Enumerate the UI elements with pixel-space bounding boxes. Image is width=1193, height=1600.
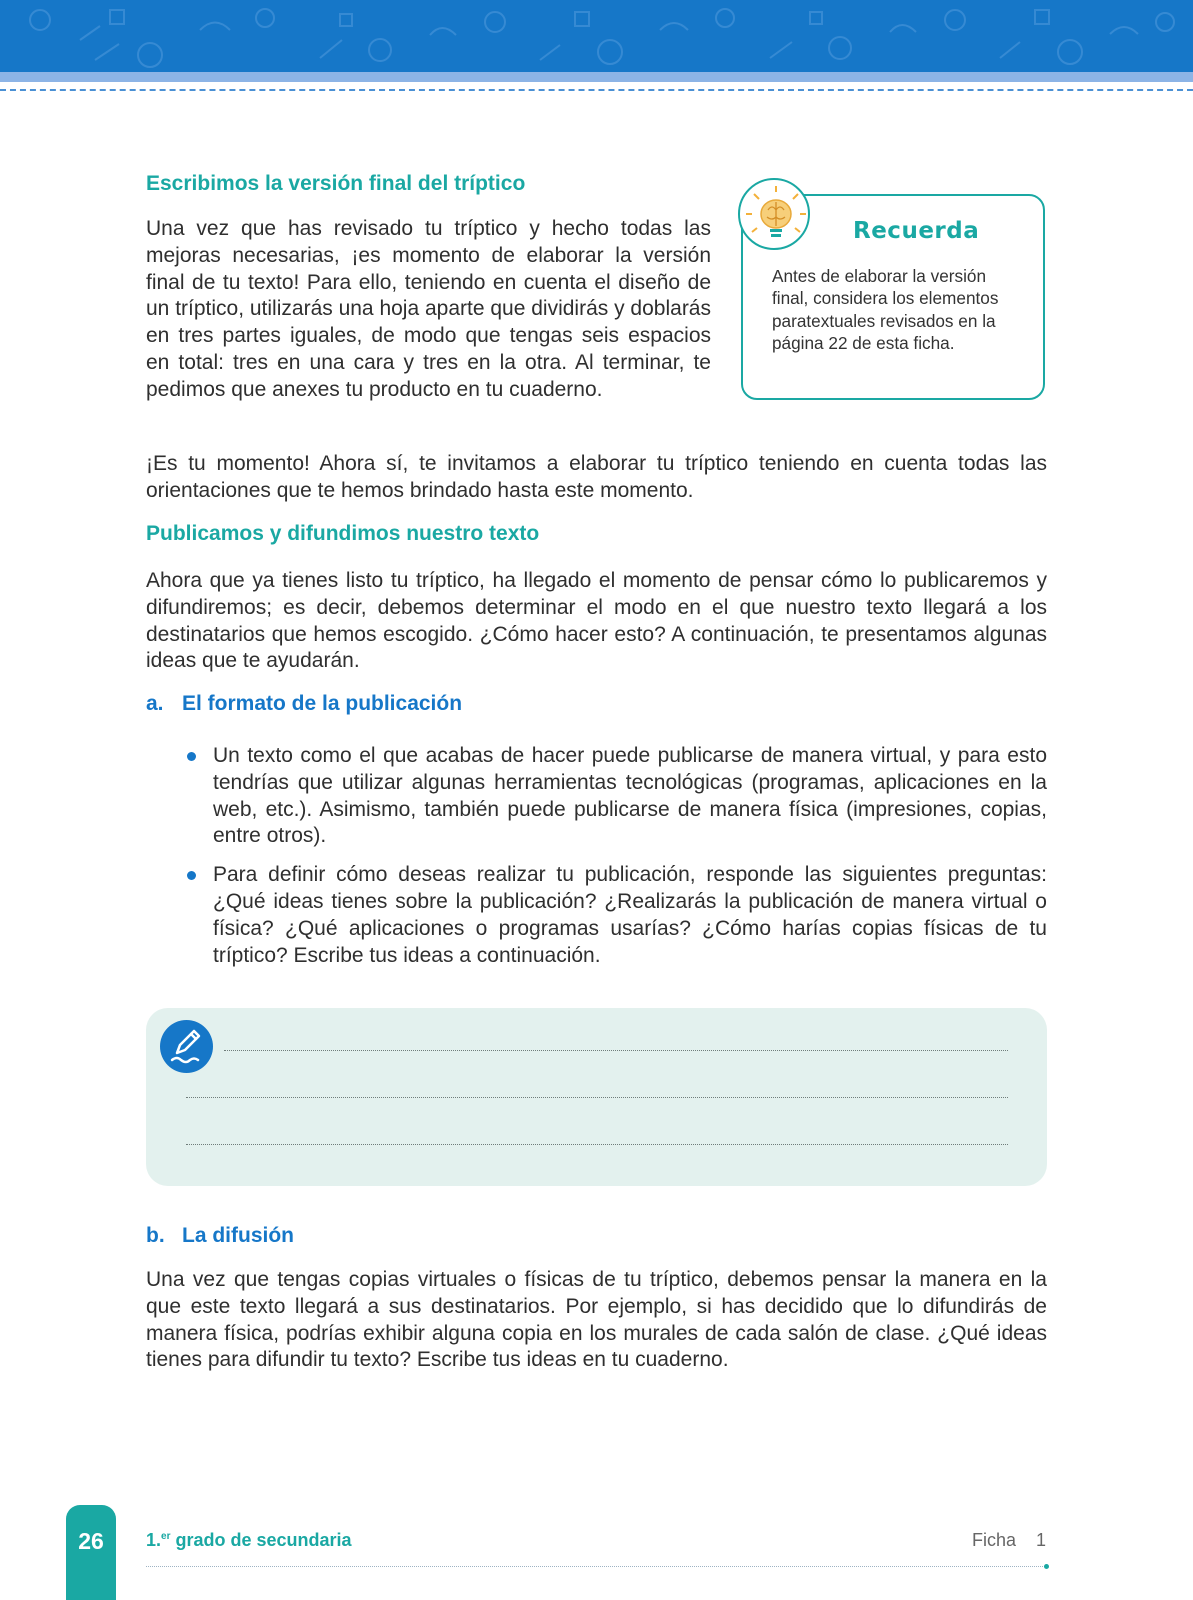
heading-publish: Publicamos y difundimos nuestro texto xyxy=(146,522,540,545)
paragraph-es-tu-momento: ¡Es tu momento! Ahora sí, te invitamos a elaborar tu tríptico teniendo en cuenta todas las orientaciones que te hemos brindado hasta este momento. xyxy=(146,452,1047,502)
paragraph-publish: Ahora que ya tienes listo tu tríptico, ha llegado el momento de pensar cómo lo publicaremos y difundiremos; es decir, debemos determinar el modo en el que nuestro texto llegará a los destinatarios que hemos escogido. ¿Cómo hacer esto? A continuación, te presentamos algunas ideas que te ayudarán. xyxy=(146,569,1047,673)
writing-line[interactable] xyxy=(186,1144,1008,1145)
grade-superscript: er xyxy=(161,1531,171,1542)
bullet-item xyxy=(146,862,1047,969)
header-banner xyxy=(0,0,1193,72)
footer-dot-icon xyxy=(1044,1564,1049,1569)
grade-suffix: grado de secundaria xyxy=(170,1530,352,1550)
heading-format xyxy=(146,692,462,716)
heading-format-title: El formato de la publicación xyxy=(182,692,463,715)
heading-diffusion-title: La difusión xyxy=(182,1224,294,1247)
writing-line[interactable] xyxy=(224,1050,1008,1051)
heading-diffusion-letter: b. xyxy=(146,1224,165,1247)
bullet-dot-icon xyxy=(187,752,196,761)
doodle-pattern xyxy=(0,0,1193,72)
header-dashed-divider xyxy=(0,89,1193,91)
header-strip xyxy=(0,72,1193,82)
paragraph-final-version: Una vez que has revisado tu tríptico y hecho todas las mejoras necesarias, ¡es momento de elaborar la versión final de tu texto! Para ello, teniendo en cuenta el diseño de un tríptico, utilizarás una hoja aparte que dividirás y doblarás en tres partes iguales, de modo que tengas seis espacios en total: tres en una cara y tres en la otra. Al terminar, te pedimos que anexes tu producto en tu cuaderno. xyxy=(146,217,711,401)
ficha-text: Ficha xyxy=(972,1530,1017,1550)
heading-final-version: Escribimos la versión final del tríptico xyxy=(146,172,526,195)
grade-label xyxy=(146,1530,352,1551)
recuerda-text: Antes de elaborar la versión final, considera los elementos paratextuales revisados en la página 22 de esta ficha. xyxy=(772,266,999,354)
paragraph-diffusion: Una vez que tengas copias virtuales o físicas de tu tríptico, debemos pensar la manera en la que este texto llegará a sus destinatarios. Por ejemplo, si has decidido que lo difundirás de manera física, podrías exhibir alguna copia en los murales de cada salón de clase. ¿Qué ideas tienes para difundir tu texto? Escribe tus ideas en tu cuaderno. xyxy=(146,1268,1047,1372)
page-number: 26 xyxy=(78,1528,104,1554)
bullet-text: Un texto como el que acabas de hacer puede publicarse de manera virtual, y para esto tendrías que utilizar algunas herramientas tecnológicas (programas, aplicaciones en la web, etc.). Asimismo, también puede publicarse de manera física (impresiones, copias, entre otros). xyxy=(213,744,1047,848)
bullet-item xyxy=(146,743,1047,850)
ficha-label xyxy=(972,1530,1046,1551)
bullet-text: Para definir cómo deseas realizar tu publicación, responde las siguientes preguntas: ¿Qué ideas tienes sobre la publicación? ¿Realizarás la publicación de manera virtual o física? ¿Qué aplicaciones o programas usarías? ¿Cómo harías copias físicas de tu tríptico? Escribe tus ideas a continuación. xyxy=(213,863,1047,967)
format-bullet-list xyxy=(146,743,1047,969)
heading-diffusion xyxy=(146,1224,294,1248)
heading-format-letter: a. xyxy=(146,692,164,715)
lightbulb-brain-icon xyxy=(738,178,810,250)
bullet-dot-icon xyxy=(187,871,196,880)
pencil-icon xyxy=(160,1020,213,1073)
footer-divider xyxy=(146,1566,1045,1567)
grade-prefix: 1. xyxy=(146,1530,162,1550)
recuerda-title: Recuerda xyxy=(853,218,980,244)
ficha-number: 1 xyxy=(1036,1530,1047,1550)
writing-line[interactable] xyxy=(186,1097,1008,1098)
